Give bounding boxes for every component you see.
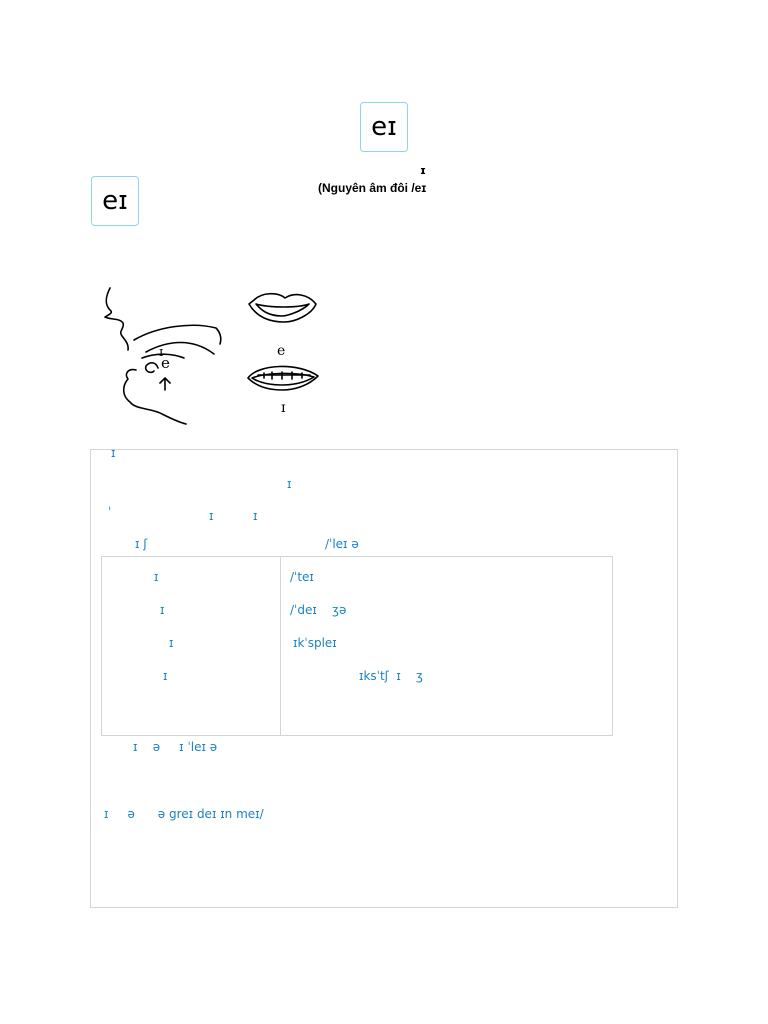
face-profile-drawing [105,288,318,424]
lip-label-ɪ: ɪ [281,400,286,416]
content-line-2: ɪ [287,477,292,491]
table-row-3-ipa: ɪkˈspleɪ [293,636,337,650]
content-line-3-a: ɪ [209,509,214,523]
header-small-ipa: ɪ [420,164,426,177]
content-line-4-b: /ˈleɪ ə [325,537,359,551]
lip-label-e: e [277,343,286,359]
content-line-5: ɪ ə ɪ ˈleɪ ə [133,740,218,754]
content-line-4-a: ɪ ʃ [135,537,148,551]
symbol-card-top [360,102,408,152]
face-label-e: e [161,354,170,372]
symbol-text: eɪ [371,112,397,142]
symbol-card-left [91,176,139,226]
table-row-2-word: ɪ [160,603,165,617]
content-line-1: ɪ [111,446,116,460]
content-line-6: ɪ ə ə greɪ deɪ ɪn meɪ/ [104,807,264,821]
symbol-text: eɪ [102,186,128,216]
table-row-4-ipa: ɪksˈtʃ ɪ ʒ [359,669,423,683]
content-line-3-mark: ˈ [108,505,112,519]
table-row-3-word: ɪ [169,636,174,650]
page-subtitle: (Nguyên âm đôi /eɪ [318,181,427,195]
face-label-ɪ: ɪ [159,345,164,360]
content-panel [90,446,678,908]
table-row-1-word: ɪ [154,570,159,584]
table-column-divider [280,557,281,735]
mouth-position-diagram [98,282,324,430]
table-row-1-ipa: /ˈteɪ [290,570,314,584]
table-row-2-ipa: /ˈdeɪ ʒə [290,603,347,617]
table-row-4-word: ɪ [163,669,168,683]
example-table [101,556,613,736]
content-line-3-b: ɪ [253,509,258,523]
